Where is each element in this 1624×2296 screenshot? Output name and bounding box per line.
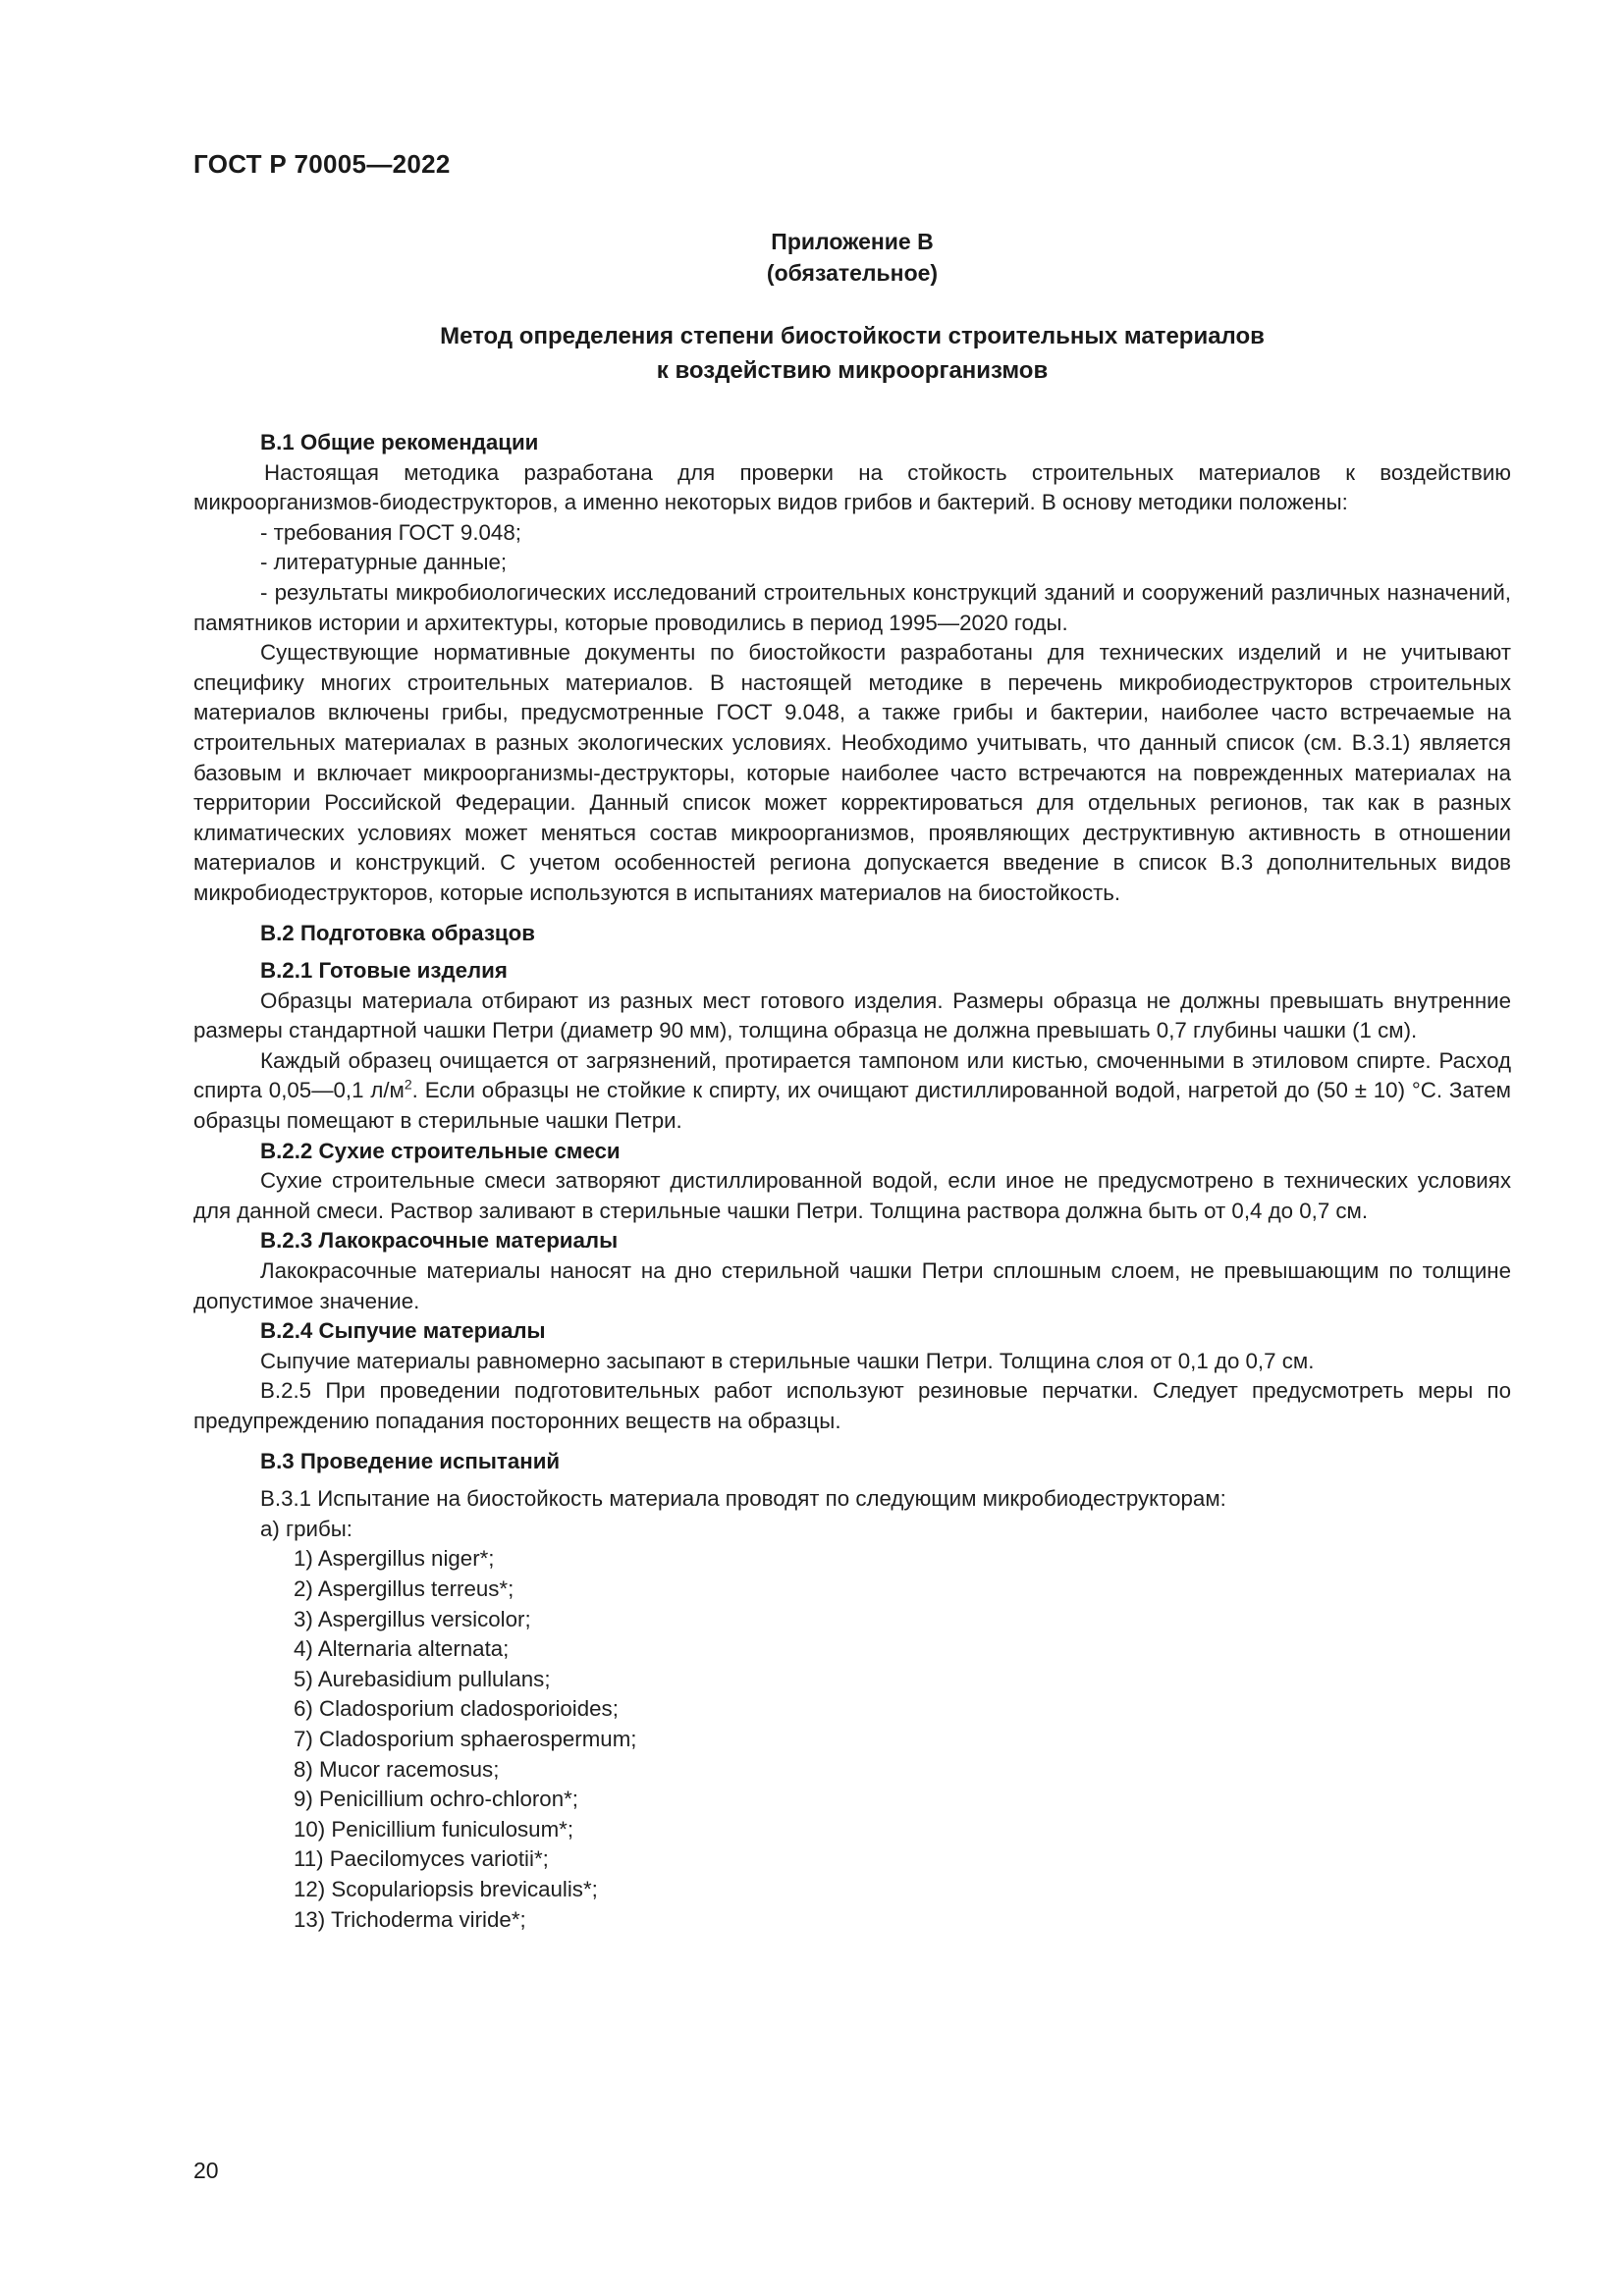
section-b1-intro: Настоящая методика разработана для проверки на стойкость строительных материалов к воздействию микроорганизмов-биодеструкторов, а именно некоторых видов грибов и бактерий. В основу методики положены: [193,459,1511,515]
section-b1-item-1: - требования ГОСТ 9.048; [260,519,521,545]
section-b2-heading: В.2 Подготовка образцов [260,920,535,945]
list-item: 5) Aurebasidium pullulans; [294,1666,551,1691]
list-item: 10) Penicillium funiculosum*; [294,1816,574,1842]
paragraph-text-before: Каждый образец очищается от загрязнений, протирается тампоном или кистью, смоченными в этиловом спирте. Расход спирта 0,05—0,1 л/м [193,1047,1511,1103]
list-item: 3) Aspergillus versicolor; [294,1606,531,1631]
list-item: 13) Trichoderma viride*; [294,1906,526,1932]
superscript: 2 [404,1077,412,1094]
subsection-b2-3-heading: В.2.3 Лакокрасочные материалы [260,1228,619,1254]
list-item: 8) Mucor racemosus; [294,1756,500,1782]
section-b1-heading: В.1 Общие рекомендации [260,430,539,454]
list-item: 1) Aspergillus niger*; [294,1546,495,1572]
document-body [193,428,1511,1935]
list-item: 4) Alternaria alternata; [294,1636,510,1662]
paragraph-text-after: . Если образцы не стойкие к спирту, их очищают дистиллированной водой, нагретой до (50 ± 10) °С. Затем образцы помещают в стерильные чашки Петри. [193,1078,1511,1134]
section-b3-paragraph-1: В.3.1 Испытание на биостойкость материала проводят по следующим микробиодеструкторам: [260,1486,1226,1512]
method-title-line-1: Метод определения степени биостойкости строительных материалов [440,323,1265,349]
document-code: ГОСТ Р 70005—2022 [193,149,451,179]
method-title [193,319,1511,388]
subsection-b2-1-paragraph-2 [193,1046,1511,1137]
annex-status: (обязательное) [766,260,939,286]
method-title-line-2: к воздействию микроорганизмов [656,357,1049,384]
subsection-b2-3-paragraph: Лакокрасочные материалы наносят на дно стерильной чашки Петри сплошным слоем, не превышающим по толщине допустимое значение. [193,1258,1511,1313]
subsection-b2-1-paragraph-1: Образцы материала отбирают из разных мест готового изделия. Размеры образца не должны превышать внутренние размеры стандартной чашки Петри (диаметр 90 мм), толщина образца не должна превышать 0,7 глубины чашки (1 см). [193,988,1511,1043]
annex-title: Приложение В [771,229,934,254]
subsection-b2-2-heading: В.2.2 Сухие строительные смеси [260,1138,621,1163]
section-b1-paragraph-2: Существующие нормативные документы по биостойкости разработаны для технических изделий и не учитывают специфику многих строительных материалов. В настоящей методике в перечень микробиодеструкторов строительных материалов включены грибы, предусмотренные ГОСТ 9.048, а также грибы и бактерии, наиболее часто встречаемые на строительных материалах в разных экологических условиях. Необходимо учитывать, что данный список (см. В.3.1) является базовым и включает микроорганизмы-деструкторы, которые наиболее часто встречаются на поврежденных материалах на территории Российской Федерации. Данный список может корректироваться для отдельных регионов, так как в разных климатических условиях может меняться состав микроорганизмов, проявляющих деструктивную активность в отношении материалов и конструкций. С учетом особенностей региона допускается введение в список В.3 дополнительных видов микробиодеструкторов, которые используются в испытаниях материалов на биостойкость. [193,640,1511,905]
list-item: 11) Paecilomyces variotii*; [294,1846,549,1872]
subsection-b2-4-heading: В.2.4 Сыпучие материалы [260,1318,546,1344]
subsection-b2-2-paragraph: Сухие строительные смеси затворяют дистиллированной водой, если иное не предусмотрено в технических условиях для данной смеси. Раствор заливают в стерильные чашки Петри. Толщина раствора должна быть от 0,4 до 0,7 см. [193,1168,1511,1223]
list-item: 9) Penicillium ochro-chloron*; [294,1787,578,1812]
section-b1-item-3: - результаты микробиологических исследований строительных конструкций зданий и сооружений различных назначений, памятников истории и архитектуры, которые проводились в период 1995—2020 годы. [193,579,1511,635]
subsection-b2-4-paragraph: Сыпучие материалы равномерно засыпают в стерильные чашки Петри. Толщина слоя от 0,1 до 0,7 см. [260,1348,1315,1373]
fungi-label: а) грибы: [260,1516,352,1541]
section-b3-heading: В.3 Проведение испытаний [260,1448,561,1473]
list-item: 6) Cladosporium cladosporioides; [294,1696,619,1722]
list-item: 12) Scopulariopsis brevicaulis*; [294,1876,598,1901]
subsection-b2-5-paragraph: В.2.5 При проведении подготовительных работ используют резиновые перчатки. Следует предусмотреть меры по предупреждению попадания посторонних веществ на образцы. [193,1378,1511,1433]
section-b1-item-2: - литературные данные; [260,550,508,575]
list-item: 7) Cladosporium sphaerospermum; [294,1726,637,1751]
page-number: 20 [193,2158,219,2183]
subsection-b2-1-heading: В.2.1 Готовые изделия [260,958,508,984]
annex-heading [193,226,1511,289]
list-item: 2) Aspergillus terreus*; [294,1575,514,1601]
